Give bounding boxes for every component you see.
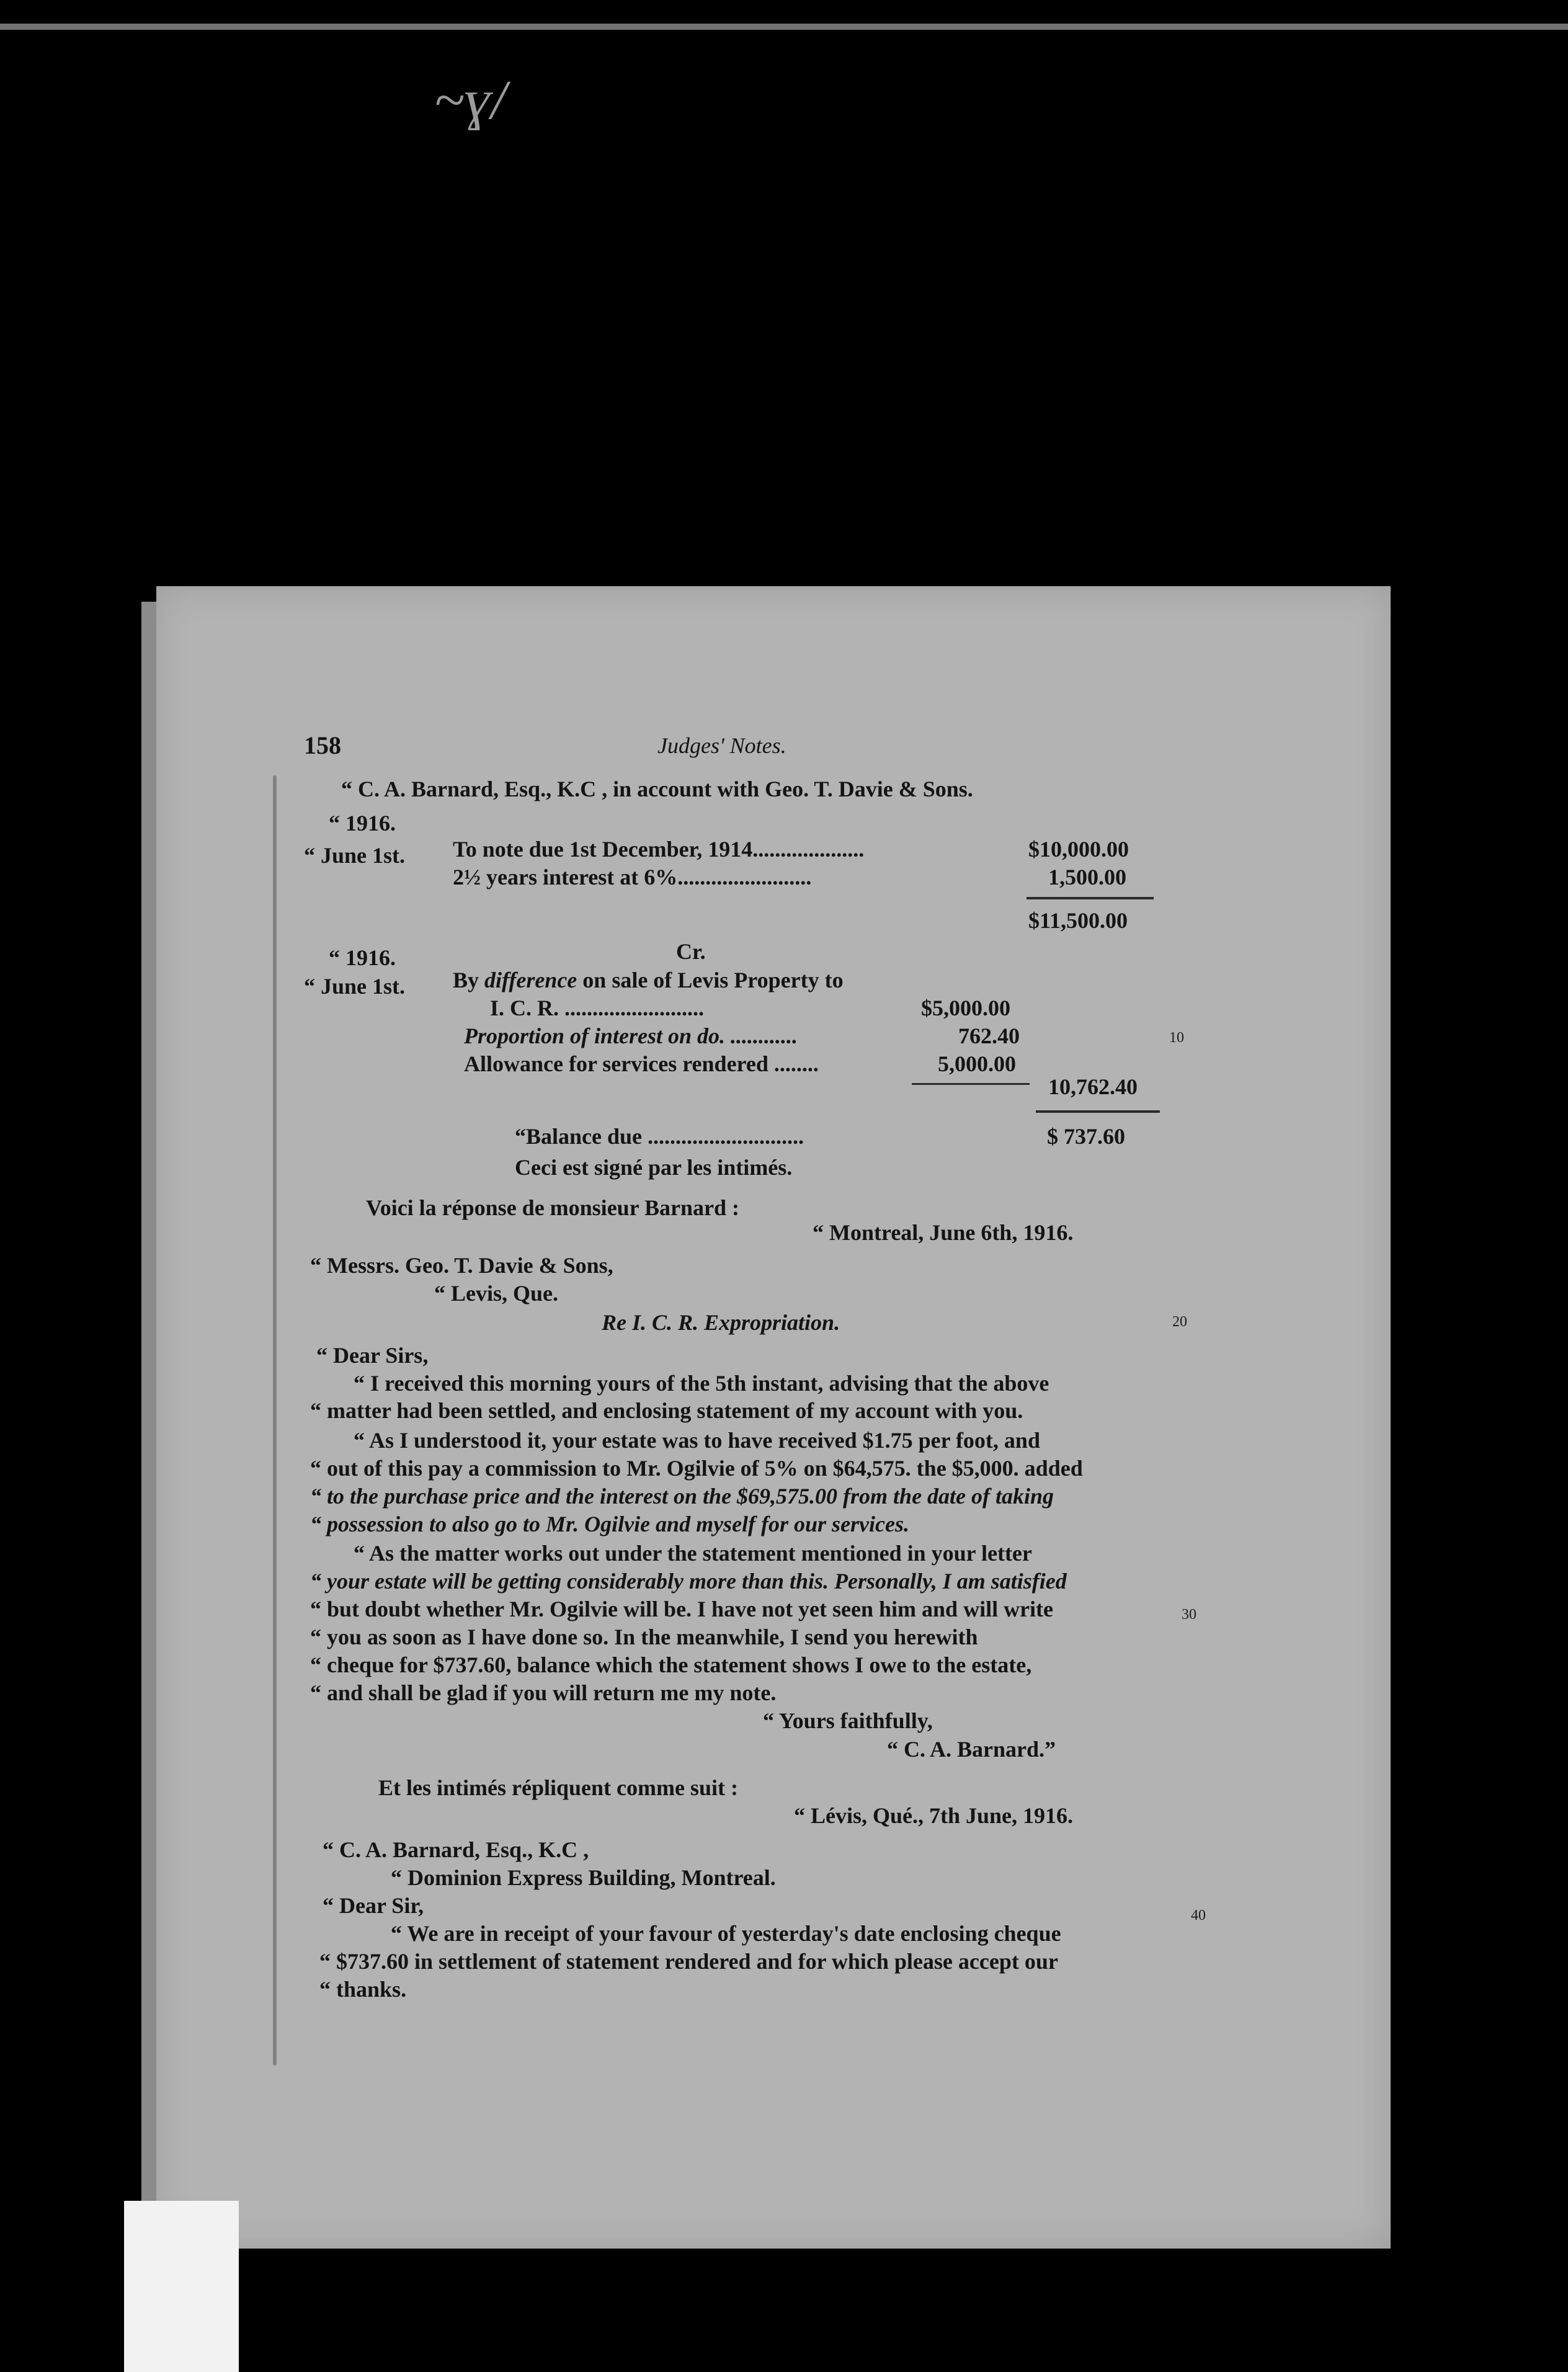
debit-total: $11,500.00 [1028,908,1128,933]
letter2-body-line: “ We are in receipt of your favour of yesterday's date enclosing cheque [391,1921,1061,1946]
letter1-body-line: “ I received this morning yours of the 5th instant, advising that the above [354,1371,1049,1396]
letter1-salutation: “ Dear Sirs, [316,1343,429,1368]
top-scan-edge [0,24,1568,30]
letter1-body-line: “ matter had been settled, and enclosing statement of my account with you. [310,1398,1023,1423]
letter1-dateline: “ Montreal, June 6th, 1916. [813,1220,1074,1245]
margin-number: 10 [1169,1030,1184,1046]
letter1-body-line: “ you as soon as I have done so. In the meanwhile, I send you herewith [310,1625,978,1649]
letter1-re-line: Re I. C. R. Expropriation. [602,1310,840,1335]
letter1-addressee-2: “ Levis, Que. [434,1281,559,1306]
letter2-addressee-1: “ C. A. Barnard, Esq., K.C , [323,1837,589,1862]
credit-1-label-line2: I. C. R. ......................... [490,996,705,1020]
letter2-body-line: “ thanks. [319,1977,407,2002]
credit-3-amount: 5,000.00 [938,1051,1016,1076]
credit-total: 10,762.40 [1048,1074,1138,1099]
margin-number: 20 [1172,1314,1187,1330]
margin-number: 30 [1182,1607,1196,1623]
balance-rule [1036,1110,1160,1113]
letter1-body-line: “ As I understood it, your estate was to have received $1.75 per foot, and [354,1428,1040,1453]
white-tab-marker [124,2201,239,2372]
letter1-body-line: “ possession to also go to Mr. Ogilvie and myself for our services. [310,1512,910,1536]
debit-2-label: 2½ years interest at 6%........................ [453,865,812,890]
running-title: Judges' Notes. [657,733,786,758]
debit-total-rule [1027,897,1154,899]
letter2-body-line: “ $737.60 in settlement of statement rendered and for which please accept our [319,1949,1058,1974]
margin-number: 40 [1191,1907,1206,1924]
balance-label: “Balance due ............................ [515,1124,804,1149]
letter1-intro: Voici la réponse de monsieur Barnard : [366,1195,740,1220]
letter1-body-line: “ out of this pay a commission to Mr. Ogilvie of 5% on $64,575. the $5,000. added [310,1456,1083,1481]
handwritten-mark: ~ɣ/ [434,69,507,131]
letter1-body-line: “ to the purchase price and the interest on the $69,575.00 from the date of taking [310,1484,1054,1509]
debit-1-label: To note due 1st December, 1914.................... [453,837,865,862]
letter1-body-line: “ but doubt whether Mr. Ogilvie will be. I have not yet seen him and will write [310,1597,1054,1621]
account-year-1: “ 1916. [329,811,396,836]
letter1-body-line: “ your estate will be getting considerably more than this. Personally, I am satisfied [310,1569,1067,1594]
page-number: 158 [304,731,341,759]
letter1-signature: “ C. A. Barnard.” [887,1737,1056,1762]
debit-1-amount: $10,000.00 [1028,837,1129,862]
letter1-closing: “ Yours faithfully, [763,1708,933,1733]
account-heading: “ C. A. Barnard, Esq., K.C , in account with Geo. T. Davie & Sons. [341,777,973,801]
credit-2-label: Proportion of interest on do. ............ [464,1023,798,1048]
credit-1-label: By difference on sale of Levis Property to [453,968,844,992]
credit-1-amount: $5,000.00 [921,996,1010,1020]
letter1-body-line: “ and shall be glad if you will return me my note. [310,1680,777,1705]
debit-2-amount: 1,500.00 [1048,865,1126,890]
margin-pencil-line [273,775,277,2066]
credit-3-label: Allowance for services rendered ........ [464,1051,819,1076]
credit-heading: Cr. [676,939,706,964]
letter1-body-line: “ cheque for $737.60, balance which the statement shows I owe to the estate, [310,1652,1032,1677]
account-date-2: “ June 1st. [304,974,406,999]
credit-subtotal-rule [912,1083,1030,1085]
account-year-2: “ 1916. [329,945,396,970]
letter1-addressee-1: “ Messrs. Geo. T. Davie & Sons, [310,1253,613,1278]
letter2-addressee-2: “ Dominion Express Building, Montreal. [391,1865,776,1890]
letter1-body-line: “ As the matter works out under the statement mentioned in your letter [354,1541,1032,1566]
letter2-intro: Et les intimés répliquent comme suit : [378,1775,738,1800]
letter2-dateline: “ Lévis, Qué., 7th June, 1916. [794,1803,1074,1828]
signed-note: Ceci est signé par les intimés. [515,1155,793,1180]
letter2-salutation: “ Dear Sir, [323,1893,424,1918]
credit-2-amount: 762.40 [958,1023,1020,1048]
balance-amount: $ 737.60 [1047,1124,1125,1149]
account-date-1: “ June 1st. [304,843,406,868]
